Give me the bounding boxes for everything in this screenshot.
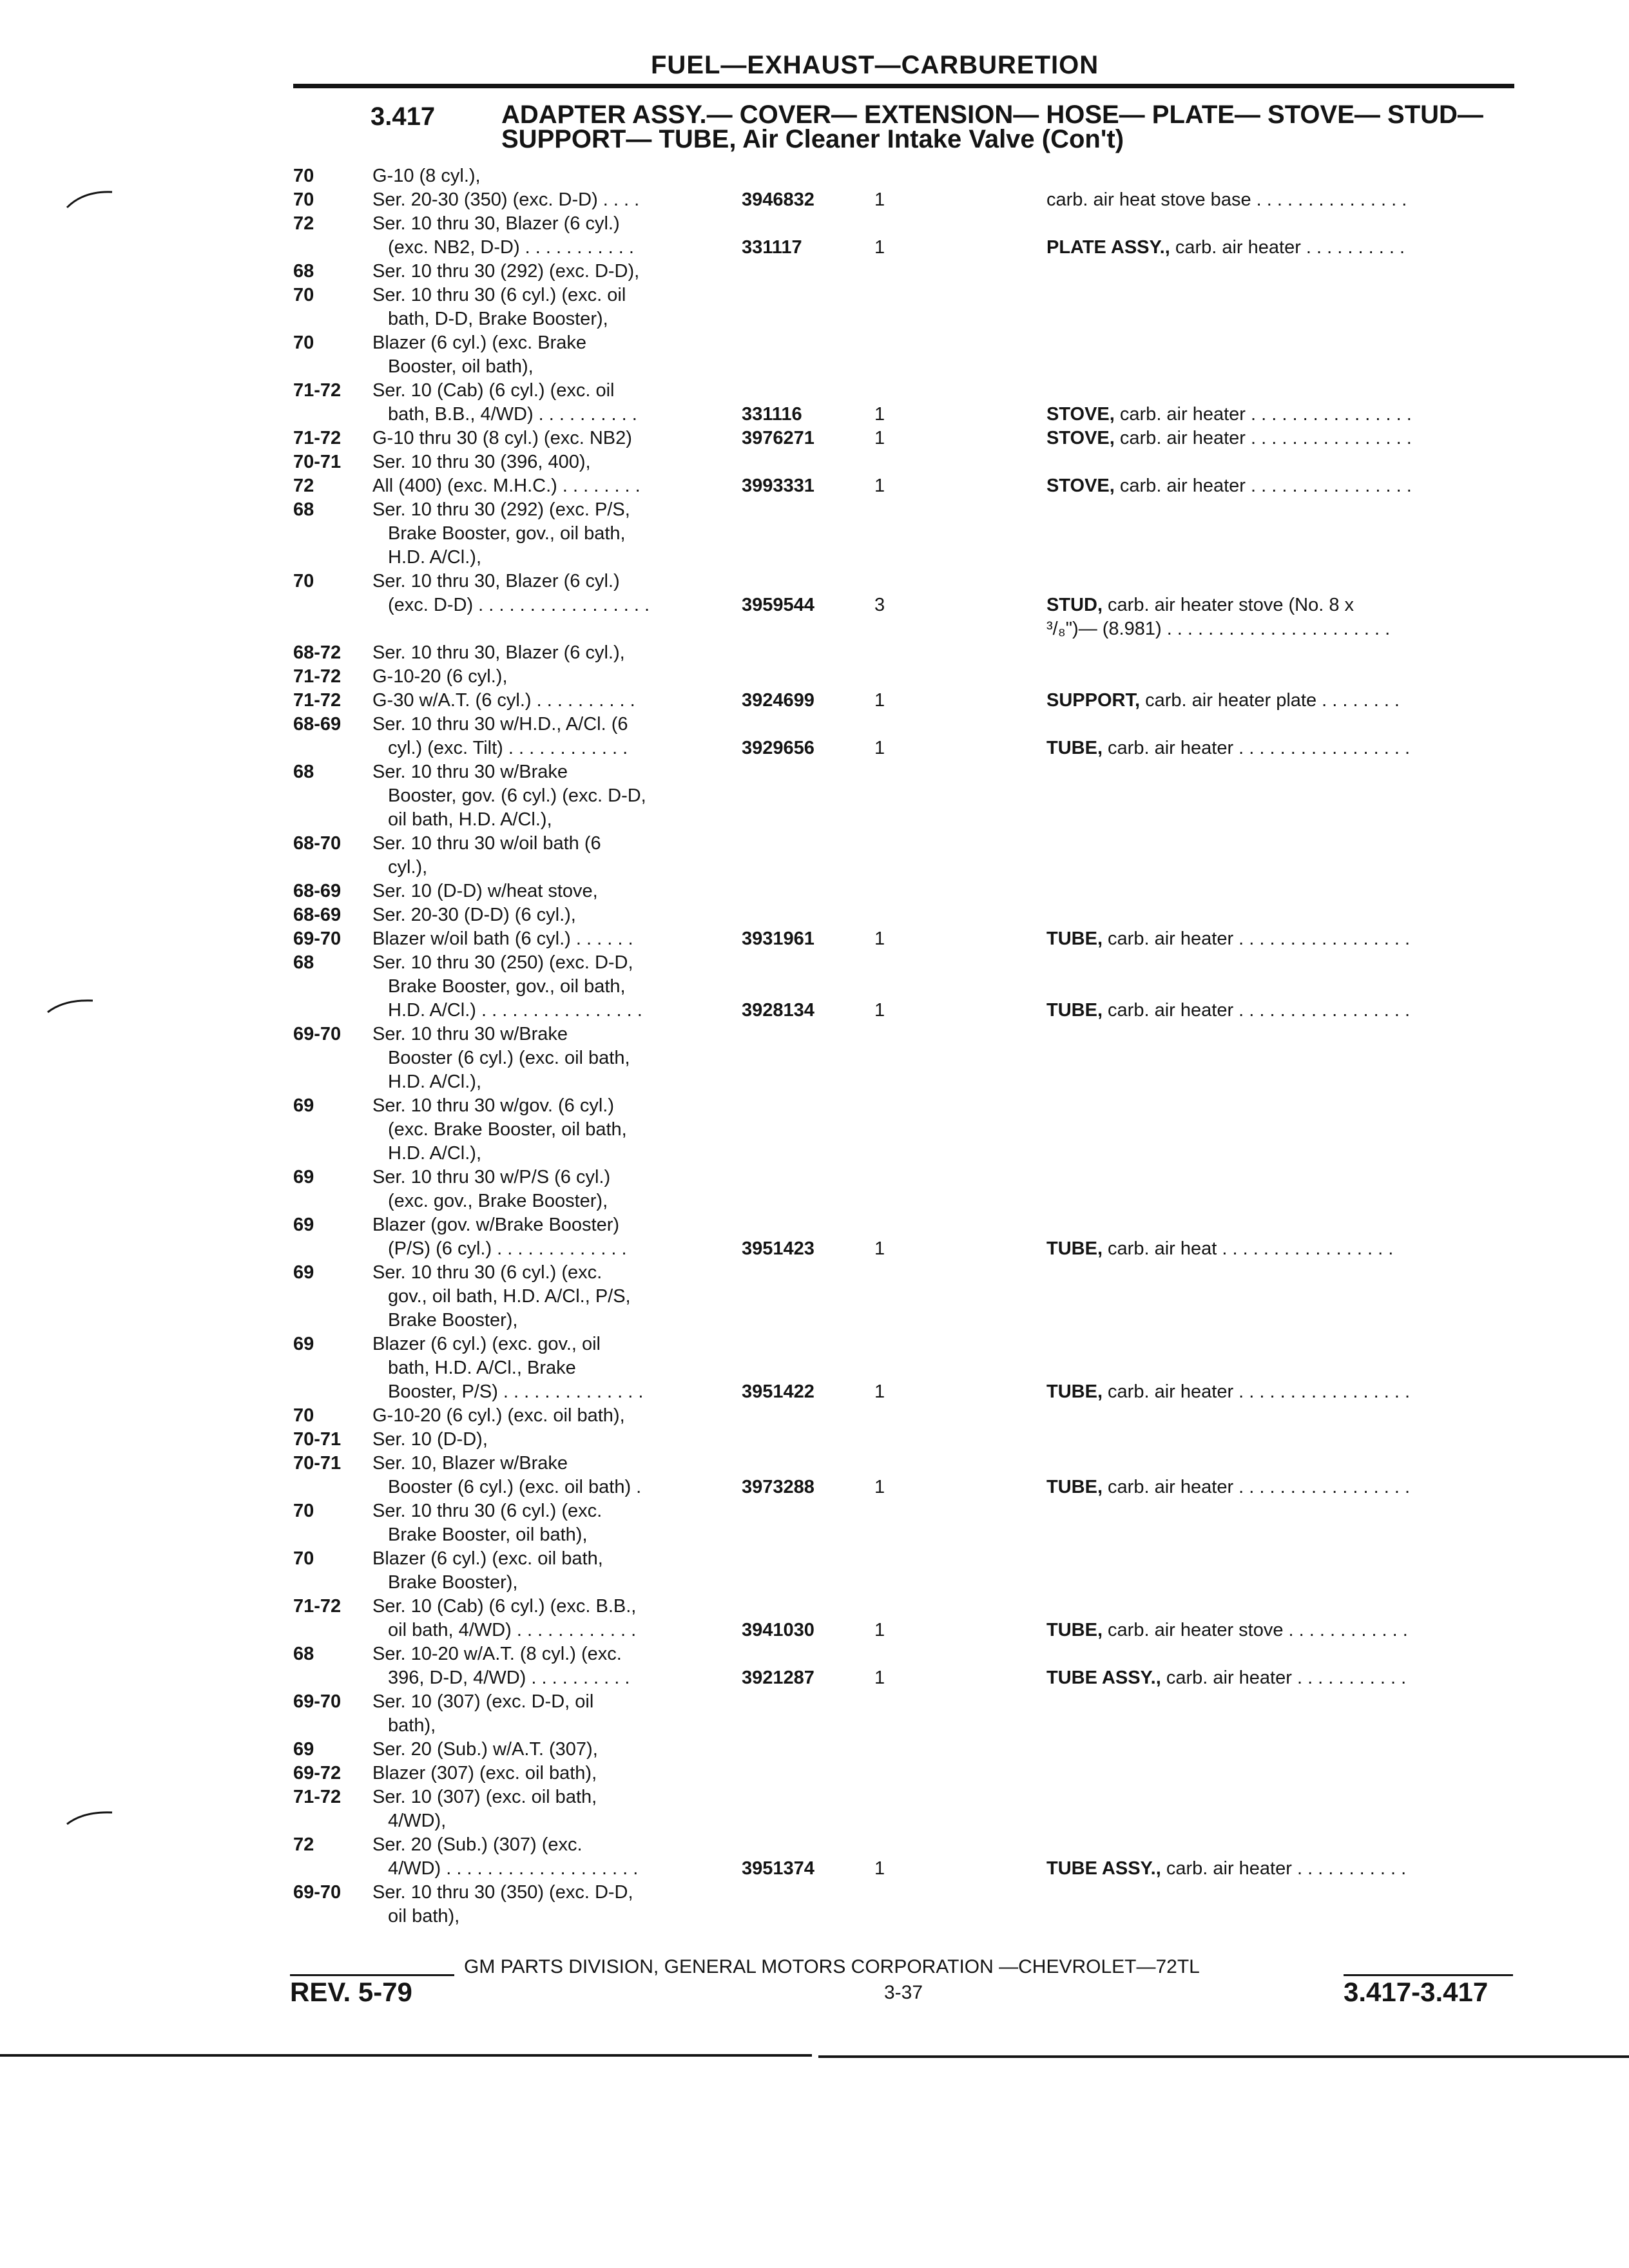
table-row bbox=[0, 450, 1629, 474]
application-description: oil bath), bbox=[388, 1906, 460, 1927]
quantity: 3 bbox=[874, 595, 885, 615]
application-description: 4/WD), bbox=[388, 1811, 447, 1831]
application-description: cyl.) (exc. Tilt) . . . . . . . . . . . . bbox=[388, 738, 628, 758]
model-year: 71-72 bbox=[293, 690, 342, 711]
part-name bbox=[1046, 689, 1400, 713]
application-description: Brake Booster, oil bath), bbox=[388, 1524, 588, 1545]
table-row bbox=[0, 1499, 1629, 1523]
model-year: 69 bbox=[293, 1262, 314, 1283]
model-year: 68-69 bbox=[293, 714, 342, 735]
part-name-bold: STOVE, bbox=[1046, 428, 1115, 448]
model-year: 68 bbox=[293, 952, 314, 973]
application-description: Blazer w/oil bath (6 cyl.) . . . . . . bbox=[372, 928, 633, 949]
quantity: 1 bbox=[874, 1477, 885, 1497]
table-row bbox=[0, 379, 1629, 403]
application-description: Ser. 10 (Cab) (6 cyl.) (exc. B.B., bbox=[372, 1596, 637, 1617]
quantity: 1 bbox=[874, 404, 885, 425]
model-year: 70 bbox=[293, 1501, 314, 1521]
table-row bbox=[0, 284, 1629, 307]
table-row bbox=[0, 1571, 1629, 1595]
model-year: 69 bbox=[293, 1215, 314, 1235]
part-number: 3929656 bbox=[742, 738, 815, 758]
model-year: 70 bbox=[293, 189, 314, 210]
table-row bbox=[0, 1023, 1629, 1046]
model-year: 69-70 bbox=[293, 1691, 342, 1712]
section-number: 3.417 bbox=[371, 102, 436, 131]
application-description: Ser. 10 thru 30 (6 cyl.) (exc. bbox=[372, 1262, 602, 1283]
model-year: 69-70 bbox=[293, 1024, 342, 1044]
application-description: Ser. 10 thru 30 w/Brake bbox=[372, 1024, 568, 1044]
part-name-bold: TUBE, bbox=[1046, 1381, 1103, 1402]
part-name-detail: carb. air heater . . . . . . . . . . . . . . . . bbox=[1114, 404, 1412, 425]
model-year: 70 bbox=[293, 1548, 314, 1569]
part-name bbox=[1046, 617, 1390, 641]
part-name-bold: TUBE, bbox=[1046, 1000, 1103, 1021]
table-row bbox=[0, 593, 1629, 617]
table-row bbox=[0, 975, 1629, 999]
table-row bbox=[0, 1809, 1629, 1833]
model-year: 69 bbox=[293, 1167, 314, 1187]
revision-label: REV. 5-79 bbox=[290, 1977, 412, 2007]
table-row bbox=[0, 1428, 1629, 1452]
part-name-detail: carb. air heat stove base . . . . . . . . . . . . . . . bbox=[1046, 189, 1407, 210]
table-row bbox=[0, 212, 1629, 236]
table-row bbox=[0, 641, 1629, 665]
application-description: H.D. A/Cl.), bbox=[388, 547, 482, 568]
quantity: 1 bbox=[874, 1858, 885, 1879]
part-number: 3951374 bbox=[742, 1858, 815, 1879]
table-row bbox=[0, 403, 1629, 427]
application-description: 4/WD) . . . . . . . . . . . . . . . . . . . bbox=[388, 1858, 639, 1879]
page-title: FUEL—EXHAUST—CARBURETION bbox=[651, 51, 1099, 79]
application-description: Ser. 10 (307) (exc. D-D, oil bbox=[372, 1691, 594, 1712]
part-name-detail: ³/₈")— (8.981) . . . . . . . . . . . . . . . . . . . . . . bbox=[1046, 619, 1391, 639]
application-description: Ser. 10 thru 30 (396, 400), bbox=[372, 452, 591, 472]
table-row bbox=[0, 689, 1629, 713]
scan-bottom-rule-1 bbox=[0, 2054, 812, 2057]
footer-publisher: GM PARTS DIVISION, GENERAL MOTORS CORPORATION —CHEVROLET—72TL bbox=[464, 1956, 1200, 1977]
table-row bbox=[0, 1690, 1629, 1714]
model-year: 70-71 bbox=[293, 452, 342, 472]
table-row bbox=[0, 331, 1629, 355]
application-description: Ser. 10 (D-D) w/heat stove, bbox=[372, 881, 598, 901]
application-description: bath, H.D. A/Cl., Brake bbox=[388, 1358, 576, 1378]
quantity: 1 bbox=[874, 928, 885, 949]
application-description: G-10-20 (6 cyl.), bbox=[372, 666, 508, 687]
table-row bbox=[0, 760, 1629, 784]
quantity: 1 bbox=[874, 189, 885, 210]
table-row bbox=[0, 927, 1629, 951]
table-row bbox=[0, 1714, 1629, 1738]
scan-mark-middle bbox=[45, 995, 97, 1015]
model-year: 69-70 bbox=[293, 928, 342, 949]
part-name-bold: TUBE, bbox=[1046, 928, 1103, 949]
part-name-bold: SUPPORT, bbox=[1046, 690, 1141, 711]
application-description: Ser. 10, Blazer w/Brake bbox=[372, 1453, 568, 1474]
table-row bbox=[0, 1619, 1629, 1642]
application-description: Blazer (307) (exc. oil bath), bbox=[372, 1763, 597, 1783]
part-name bbox=[1046, 427, 1412, 450]
table-row bbox=[0, 1046, 1629, 1070]
model-year: 70 bbox=[293, 571, 314, 591]
table-row bbox=[0, 1166, 1629, 1189]
part-name bbox=[1046, 1619, 1408, 1642]
model-year: 68-69 bbox=[293, 905, 342, 925]
part-name-detail: carb. air heater plate . . . . . . . . bbox=[1140, 690, 1400, 711]
application-description: Ser. 20-30 (D-D) (6 cyl.), bbox=[372, 905, 576, 925]
application-description: Ser. 10 thru 30 (6 cyl.) (exc. oil bbox=[372, 285, 626, 305]
table-row bbox=[0, 1309, 1629, 1332]
table-row bbox=[0, 1380, 1629, 1404]
model-year: 69 bbox=[293, 1095, 314, 1116]
model-year: 70 bbox=[293, 332, 314, 353]
application-description: Brake Booster, gov., oil bath, bbox=[388, 523, 626, 544]
application-description: Ser. 10 thru 30 (292) (exc. D-D), bbox=[372, 261, 640, 282]
model-year: 68-70 bbox=[293, 833, 342, 854]
part-name-bold: TUBE ASSY., bbox=[1046, 1858, 1161, 1879]
part-number: 3931961 bbox=[742, 928, 815, 949]
application-description: Brake Booster, gov., oil bath, bbox=[388, 976, 626, 997]
table-row bbox=[0, 1261, 1629, 1285]
application-description: Ser. 10 thru 30 (292) (exc. P/S, bbox=[372, 499, 630, 520]
application-description: Ser. 20-30 (350) (exc. D-D) . . . . bbox=[372, 189, 640, 210]
table-row bbox=[0, 355, 1629, 379]
application-description: Ser. 10 thru 30, Blazer (6 cyl.) bbox=[372, 571, 620, 591]
table-row bbox=[0, 1332, 1629, 1356]
part-name bbox=[1046, 736, 1410, 760]
application-description: Ser. 20 (Sub.) w/A.T. (307), bbox=[372, 1739, 598, 1760]
application-description: Ser. 10 (Cab) (6 cyl.) (exc. oil bbox=[372, 380, 615, 401]
part-name-bold: TUBE, bbox=[1046, 1238, 1103, 1259]
part-number: 3993331 bbox=[742, 476, 815, 496]
application-description: G-10-20 (6 cyl.) (exc. oil bath), bbox=[372, 1405, 625, 1426]
application-description: (exc. gov., Brake Booster), bbox=[388, 1191, 608, 1211]
table-row bbox=[0, 665, 1629, 689]
table-row bbox=[0, 1905, 1629, 1928]
application-description: (exc. Brake Booster, oil bath, bbox=[388, 1119, 627, 1140]
table-row bbox=[0, 546, 1629, 570]
part-name-detail: carb. air heater . . . . . . . . . . bbox=[1170, 237, 1405, 258]
application-description: Ser. 10 thru 30, Blazer (6 cyl.), bbox=[372, 642, 625, 663]
part-name-bold: TUBE, bbox=[1046, 738, 1103, 758]
application-description: Brake Booster), bbox=[388, 1572, 518, 1593]
application-description: oil bath, H.D. A/Cl.), bbox=[388, 809, 552, 830]
application-description: Booster (6 cyl.) (exc. oil bath, bbox=[388, 1048, 630, 1068]
quantity: 1 bbox=[874, 1620, 885, 1640]
header-rule bbox=[293, 84, 1514, 88]
part-number: 331117 bbox=[742, 237, 802, 258]
application-description: Ser. 10 thru 30 (250) (exc. D-D, bbox=[372, 952, 633, 973]
application-description: (exc. NB2, D-D) . . . . . . . . . . . bbox=[388, 237, 634, 258]
model-year: 68-69 bbox=[293, 881, 342, 901]
application-description: bath, D-D, Brake Booster), bbox=[388, 309, 608, 329]
part-name-bold: TUBE ASSY., bbox=[1046, 1667, 1161, 1688]
application-description: Booster, oil bath), bbox=[388, 356, 534, 377]
part-name-bold: STOVE, bbox=[1046, 476, 1115, 496]
application-description: Ser. 10 thru 30 w/Brake bbox=[372, 762, 568, 782]
part-name bbox=[1046, 999, 1410, 1023]
table-row bbox=[0, 427, 1629, 450]
table-row bbox=[0, 1094, 1629, 1118]
part-name bbox=[1046, 474, 1412, 498]
model-year: 70-71 bbox=[293, 1453, 342, 1474]
part-number: 3924699 bbox=[742, 690, 815, 711]
application-description: bath, B.B., 4/WD) . . . . . . . . . . bbox=[388, 404, 637, 425]
part-number: 3973288 bbox=[742, 1477, 815, 1497]
application-description: Ser. 10 thru 30 (6 cyl.) (exc. bbox=[372, 1501, 602, 1521]
table-row bbox=[0, 713, 1629, 736]
table-row bbox=[0, 999, 1629, 1023]
table-row bbox=[0, 307, 1629, 331]
part-name-detail: carb. air heater stove (No. 8 x bbox=[1103, 595, 1354, 615]
table-row bbox=[0, 1142, 1629, 1166]
part-name bbox=[1046, 1237, 1393, 1261]
table-row bbox=[0, 522, 1629, 546]
table-row bbox=[0, 1595, 1629, 1619]
application-description: H.D. A/Cl.), bbox=[388, 1143, 482, 1164]
scan-bottom-rule-2 bbox=[818, 2055, 1629, 2058]
table-row bbox=[0, 1762, 1629, 1785]
model-year: 71-72 bbox=[293, 1596, 342, 1617]
model-year: 68 bbox=[293, 499, 314, 520]
part-name bbox=[1046, 403, 1412, 427]
part-name-detail: carb. air heater . . . . . . . . . . . bbox=[1161, 1667, 1407, 1688]
table-row bbox=[0, 1237, 1629, 1261]
part-number: 3946832 bbox=[742, 189, 815, 210]
part-name-detail: carb. air heater . . . . . . . . . . . . . . . . . bbox=[1103, 1381, 1411, 1402]
table-row bbox=[0, 570, 1629, 593]
part-name-bold: TUBE, bbox=[1046, 1477, 1103, 1497]
application-description: Ser. 20 (Sub.) (307) (exc. bbox=[372, 1834, 583, 1855]
table-row bbox=[0, 1642, 1629, 1666]
part-name-detail: carb. air heater . . . . . . . . . . . . . . . . . bbox=[1103, 1000, 1411, 1021]
part-name bbox=[1046, 1475, 1410, 1499]
scan-mark-bottom bbox=[64, 1807, 116, 1827]
part-number: 3976271 bbox=[742, 428, 815, 448]
part-number: 3941030 bbox=[742, 1620, 815, 1640]
part-name-detail: carb. air heater . . . . . . . . . . . . . . . . . bbox=[1103, 928, 1411, 949]
table-row bbox=[0, 1833, 1629, 1857]
part-name-detail: carb. air heater . . . . . . . . . . . . . . . . . bbox=[1103, 738, 1411, 758]
table-row bbox=[0, 1189, 1629, 1213]
part-name bbox=[1046, 1857, 1406, 1881]
part-name-detail: carb. air heat . . . . . . . . . . . . . . . . . bbox=[1103, 1238, 1394, 1259]
table-row bbox=[0, 1404, 1629, 1428]
application-description: gov., oil bath, H.D. A/Cl., P/S, bbox=[388, 1286, 631, 1307]
model-year: 69-72 bbox=[293, 1763, 342, 1783]
application-description: (P/S) (6 cyl.) . . . . . . . . . . . . . bbox=[388, 1238, 627, 1259]
part-name bbox=[1046, 188, 1407, 212]
application-description: cyl.), bbox=[388, 857, 428, 878]
footer-rule-left bbox=[290, 1974, 454, 1976]
model-year: 68-72 bbox=[293, 642, 342, 663]
application-description: G-10 (8 cyl.), bbox=[372, 166, 481, 186]
quantity: 1 bbox=[874, 738, 885, 758]
table-row bbox=[0, 236, 1629, 260]
table-row bbox=[0, 188, 1629, 212]
application-description: Ser. 10 thru 30 (350) (exc. D-D, bbox=[372, 1882, 633, 1903]
model-year: 68 bbox=[293, 762, 314, 782]
model-year: 72 bbox=[293, 476, 314, 496]
part-name bbox=[1046, 927, 1410, 951]
application-description: Booster, P/S) . . . . . . . . . . . . . . bbox=[388, 1381, 644, 1402]
table-row bbox=[0, 784, 1629, 808]
application-description: Booster (6 cyl.) (exc. oil bath) . bbox=[388, 1477, 642, 1497]
section-title: ADAPTER ASSY.— COVER— EXTENSION— HOSE— PLATE— STOVE— STUD— SUPPORT— TUBE, Air Cleaner Intake Valve (Con't) bbox=[501, 101, 1483, 153]
model-year: 72 bbox=[293, 213, 314, 234]
footer-rule-right bbox=[1344, 1974, 1513, 1976]
part-name-bold: PLATE ASSY., bbox=[1046, 237, 1170, 258]
part-number: 3951423 bbox=[742, 1238, 815, 1259]
part-name-detail: carb. air heater . . . . . . . . . . . bbox=[1161, 1858, 1407, 1879]
table-row bbox=[0, 164, 1629, 188]
table-row bbox=[0, 1285, 1629, 1309]
table-row bbox=[0, 736, 1629, 760]
application-description: Blazer (6 cyl.) (exc. Brake bbox=[372, 332, 586, 353]
table-row bbox=[0, 879, 1629, 903]
part-number: 331116 bbox=[742, 404, 802, 425]
application-description: Ser. 10-20 w/A.T. (8 cyl.) (exc. bbox=[372, 1644, 622, 1664]
table-row bbox=[0, 617, 1629, 641]
quantity: 1 bbox=[874, 1000, 885, 1021]
quantity: 1 bbox=[874, 428, 885, 448]
application-description: All (400) (exc. M.H.C.) . . . . . . . . bbox=[372, 476, 641, 496]
part-name bbox=[1046, 1666, 1406, 1690]
application-description: G-10 thru 30 (8 cyl.) (exc. NB2) bbox=[372, 428, 632, 448]
table-row bbox=[0, 1475, 1629, 1499]
table-row bbox=[0, 903, 1629, 927]
table-row bbox=[0, 832, 1629, 856]
table-row bbox=[0, 951, 1629, 975]
quantity: 1 bbox=[874, 1667, 885, 1688]
model-year: 72 bbox=[293, 1834, 314, 1855]
table-row bbox=[0, 808, 1629, 832]
application-description: bath), bbox=[388, 1715, 436, 1736]
application-description: Blazer (6 cyl.) (exc. gov., oil bbox=[372, 1334, 601, 1354]
application-description: 396, D-D, 4/WD) . . . . . . . . . . bbox=[388, 1667, 630, 1688]
application-description: Ser. 10 thru 30 w/gov. (6 cyl.) bbox=[372, 1095, 615, 1116]
application-description: Booster, gov. (6 cyl.) (exc. D-D, bbox=[388, 785, 646, 806]
part-name-detail: carb. air heater . . . . . . . . . . . . . . . . bbox=[1114, 476, 1412, 496]
model-year: 70 bbox=[293, 1405, 314, 1426]
table-row bbox=[0, 1118, 1629, 1142]
model-year: 69 bbox=[293, 1739, 314, 1760]
application-description: Ser. 10 thru 30 w/H.D., A/Cl. (6 bbox=[372, 714, 628, 735]
model-year: 68 bbox=[293, 261, 314, 282]
quantity: 1 bbox=[874, 476, 885, 496]
table-row bbox=[0, 260, 1629, 284]
table-row bbox=[0, 1070, 1629, 1094]
table-row bbox=[0, 1452, 1629, 1475]
table-row bbox=[0, 1857, 1629, 1881]
part-name-bold: STOVE, bbox=[1046, 404, 1115, 425]
application-description: Ser. 10 thru 30, Blazer (6 cyl.) bbox=[372, 213, 620, 234]
application-description: Ser. 10 thru 30 w/oil bath (6 bbox=[372, 833, 601, 854]
quantity: 1 bbox=[874, 1381, 885, 1402]
table-row bbox=[0, 1356, 1629, 1380]
part-name bbox=[1046, 593, 1354, 617]
part-name bbox=[1046, 236, 1405, 260]
part-name-detail: carb. air heater stove . . . . . . . . . . . . bbox=[1103, 1620, 1408, 1640]
part-number: 3959544 bbox=[742, 595, 815, 615]
table-row bbox=[0, 1213, 1629, 1237]
table-row bbox=[0, 1881, 1629, 1905]
page-number: 3-37 bbox=[884, 1982, 923, 2003]
application-description: Ser. 10 (D-D), bbox=[372, 1429, 488, 1450]
table-row bbox=[0, 474, 1629, 498]
table-row bbox=[0, 856, 1629, 879]
part-name-detail: carb. air heater . . . . . . . . . . . . . . . . bbox=[1114, 428, 1412, 448]
part-name bbox=[1046, 1380, 1410, 1404]
model-year: 69 bbox=[293, 1334, 314, 1354]
application-description: G-30 w/A.T. (6 cyl.) . . . . . . . . . . bbox=[372, 690, 635, 711]
application-description: (exc. D-D) . . . . . . . . . . . . . . . . . bbox=[388, 595, 650, 615]
model-year: 69-70 bbox=[293, 1882, 342, 1903]
section-range: 3.417-3.417 bbox=[1344, 1977, 1489, 2007]
application-description: H.D. A/Cl.) . . . . . . . . . . . . . . . . bbox=[388, 1000, 642, 1021]
part-number: 3951422 bbox=[742, 1381, 815, 1402]
quantity: 1 bbox=[874, 1238, 885, 1259]
part-name-bold: TUBE, bbox=[1046, 1620, 1103, 1640]
part-number: 3921287 bbox=[742, 1667, 815, 1688]
table-row bbox=[0, 1738, 1629, 1762]
scan-mark-top bbox=[64, 186, 116, 211]
quantity: 1 bbox=[874, 690, 885, 711]
model-year: 70 bbox=[293, 285, 314, 305]
application-description: Brake Booster), bbox=[388, 1310, 518, 1331]
part-number: 3928134 bbox=[742, 1000, 815, 1021]
application-description: Ser. 10 (307) (exc. oil bath, bbox=[372, 1787, 597, 1807]
model-year: 68 bbox=[293, 1644, 314, 1664]
part-name-detail: carb. air heater . . . . . . . . . . . . . . . . . bbox=[1103, 1477, 1411, 1497]
model-year: 71-72 bbox=[293, 666, 342, 687]
quantity: 1 bbox=[874, 237, 885, 258]
table-row bbox=[0, 1547, 1629, 1571]
model-year: 70 bbox=[293, 166, 314, 186]
application-description: oil bath, 4/WD) . . . . . . . . . . . . bbox=[388, 1620, 637, 1640]
application-description: Blazer (gov. w/Brake Booster) bbox=[372, 1215, 620, 1235]
application-description: Blazer (6 cyl.) (exc. oil bath, bbox=[372, 1548, 603, 1569]
table-row bbox=[0, 498, 1629, 522]
table-row bbox=[0, 1523, 1629, 1547]
model-year: 71-72 bbox=[293, 1787, 342, 1807]
application-description: Ser. 10 thru 30 w/P/S (6 cyl.) bbox=[372, 1167, 611, 1187]
model-year: 70-71 bbox=[293, 1429, 342, 1450]
model-year: 71-72 bbox=[293, 380, 342, 401]
application-description: H.D. A/Cl.), bbox=[388, 1072, 482, 1092]
part-name-bold: STUD, bbox=[1046, 595, 1103, 615]
model-year: 71-72 bbox=[293, 428, 342, 448]
table-row bbox=[0, 1666, 1629, 1690]
table-row bbox=[0, 1785, 1629, 1809]
